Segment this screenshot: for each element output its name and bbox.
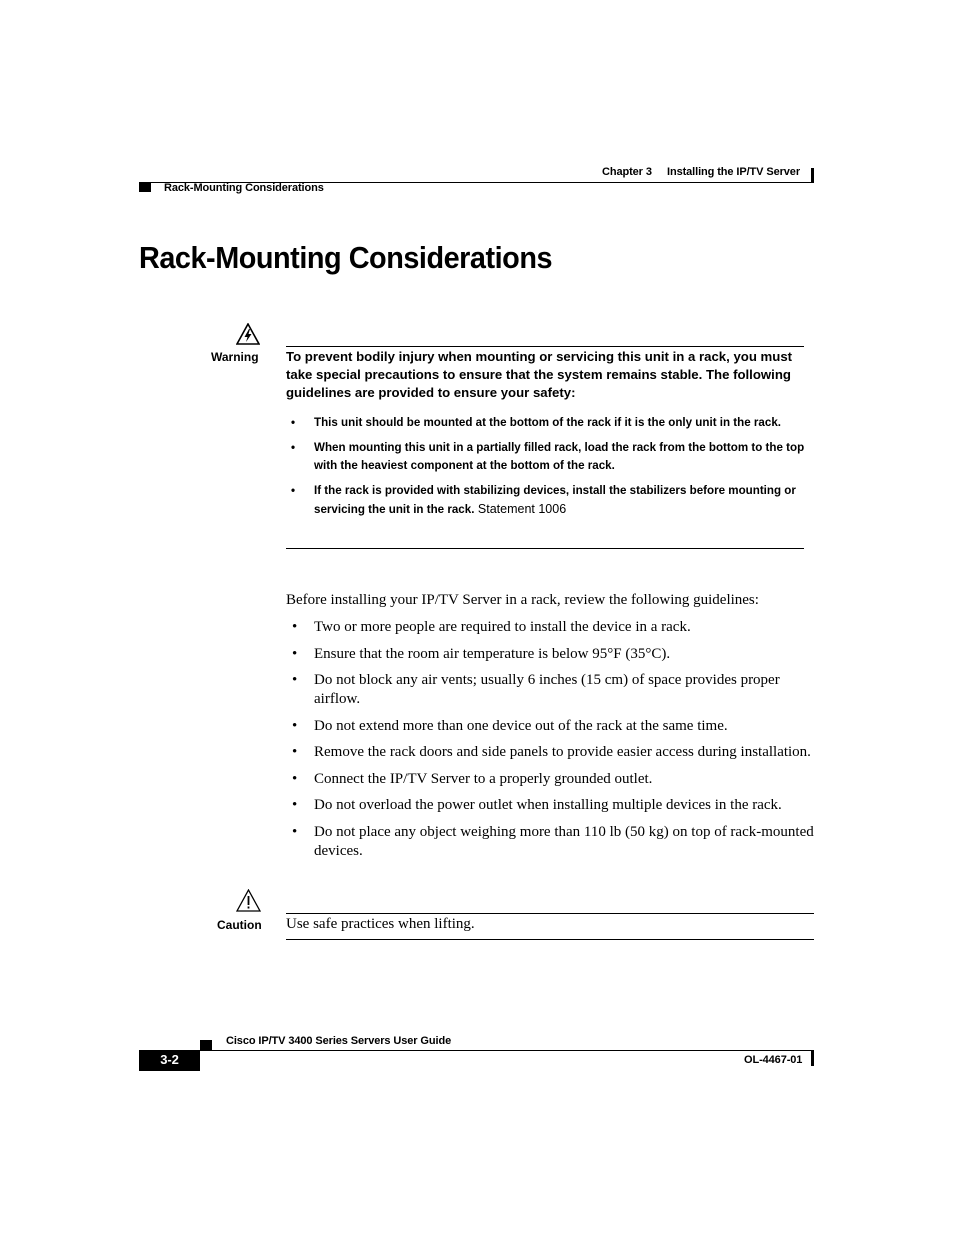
warning-list-item	[286, 482, 806, 519]
guideline-text: Do not place any object weighing more than 110 lb (50 kg) on top of rack-mounted devices.	[314, 823, 814, 859]
caution-icon	[236, 889, 261, 912]
header-chapter-title: Installing the IP/TV Server	[667, 166, 801, 178]
bullet: •	[291, 416, 296, 429]
bullet: •	[292, 797, 298, 813]
guideline-item	[286, 671, 816, 709]
caution-top-rule	[286, 913, 814, 914]
bullet: •	[291, 441, 296, 454]
warning-item-text: When mounting this unit in a partially filled rack, load the rack from the bottom to the top with the heaviest component at the bottom of the rack.	[314, 441, 805, 472]
footer-doc-id: OL-4467-01	[744, 1054, 803, 1066]
bullet: •	[292, 744, 298, 760]
warning-list-item	[286, 439, 806, 475]
footer-marker	[200, 1040, 212, 1050]
warning-item-text: This unit should be mounted at the bottom of the rack if it is the only unit in the rack.	[314, 416, 781, 429]
guideline-text: Connect the IP/TV Server to a properly grounded outlet.	[314, 770, 653, 787]
guidelines-intro: Before installing your IP/TV Server in a rack, review the following guidelines:	[286, 592, 759, 608]
page-title: Rack-Mounting Considerations	[139, 240, 553, 275]
header-right-bar	[811, 168, 814, 183]
bullet: •	[292, 619, 298, 635]
warning-lead-text: To prevent bodily injury when mounting or servicing this unit in a rack, you must take special precautions to ensure that the system remains stable. The following guidelines are provided to ensure your safety:	[286, 349, 793, 400]
bullet: •	[292, 717, 298, 734]
header-section: Rack-Mounting Considerations	[164, 182, 324, 194]
guideline-item	[286, 645, 816, 664]
guideline-item	[286, 717, 816, 736]
statement-number: Statement 1006	[474, 502, 567, 516]
guideline-item	[286, 823, 816, 861]
bullet: •	[292, 770, 298, 787]
footer-right-bar	[811, 1051, 814, 1066]
warning-label: Warning	[211, 350, 259, 364]
guideline-text: Ensure that the room air temperature is below 95°F (35°C).	[314, 645, 671, 662]
guideline-item	[286, 796, 816, 815]
warning-list-item	[286, 414, 806, 432]
warning-item-text: If the rack is provided with stabilizing devices, install the stabilizers before mounting or servicing the unit in the rack.	[314, 484, 796, 516]
warning-bottom-rule	[286, 548, 804, 549]
caution-text: Use safe practices when lifting.	[286, 916, 475, 932]
guidelines-list	[286, 618, 816, 868]
guideline-item	[286, 743, 816, 762]
warning-top-rule	[286, 346, 804, 347]
warning-list	[286, 414, 806, 526]
guideline-text: Two or more people are required to install the device in a rack.	[314, 619, 691, 635]
guideline-item	[286, 770, 816, 789]
bullet: •	[292, 645, 298, 662]
caution-label: Caution	[217, 918, 262, 932]
guideline-text: Do not extend more than one device out of the rack at the same time.	[314, 717, 728, 734]
bullet: •	[292, 672, 298, 688]
header-section-marker	[139, 183, 151, 192]
page-number: 3-2	[160, 1052, 179, 1067]
guideline-text: Do not overload the power outlet when installing multiple devices in the rack.	[314, 797, 782, 813]
bullet: •	[291, 484, 296, 497]
footer-guide-title: Cisco IP/TV 3400 Series Servers User Guide	[226, 1035, 452, 1047]
header-chapter: Chapter 3	[602, 166, 652, 178]
warning-icon	[236, 323, 260, 345]
footer-rule	[139, 1050, 814, 1051]
guideline-text: Remove the rack doors and side panels to provide easier access during installation.	[314, 744, 811, 760]
bullet: •	[292, 823, 298, 840]
caution-bottom-rule	[286, 939, 814, 940]
guideline-item	[286, 618, 816, 637]
guideline-text: Do not block any air vents; usually 6 inches (15 cm) of space provides proper airflow.	[314, 672, 780, 707]
